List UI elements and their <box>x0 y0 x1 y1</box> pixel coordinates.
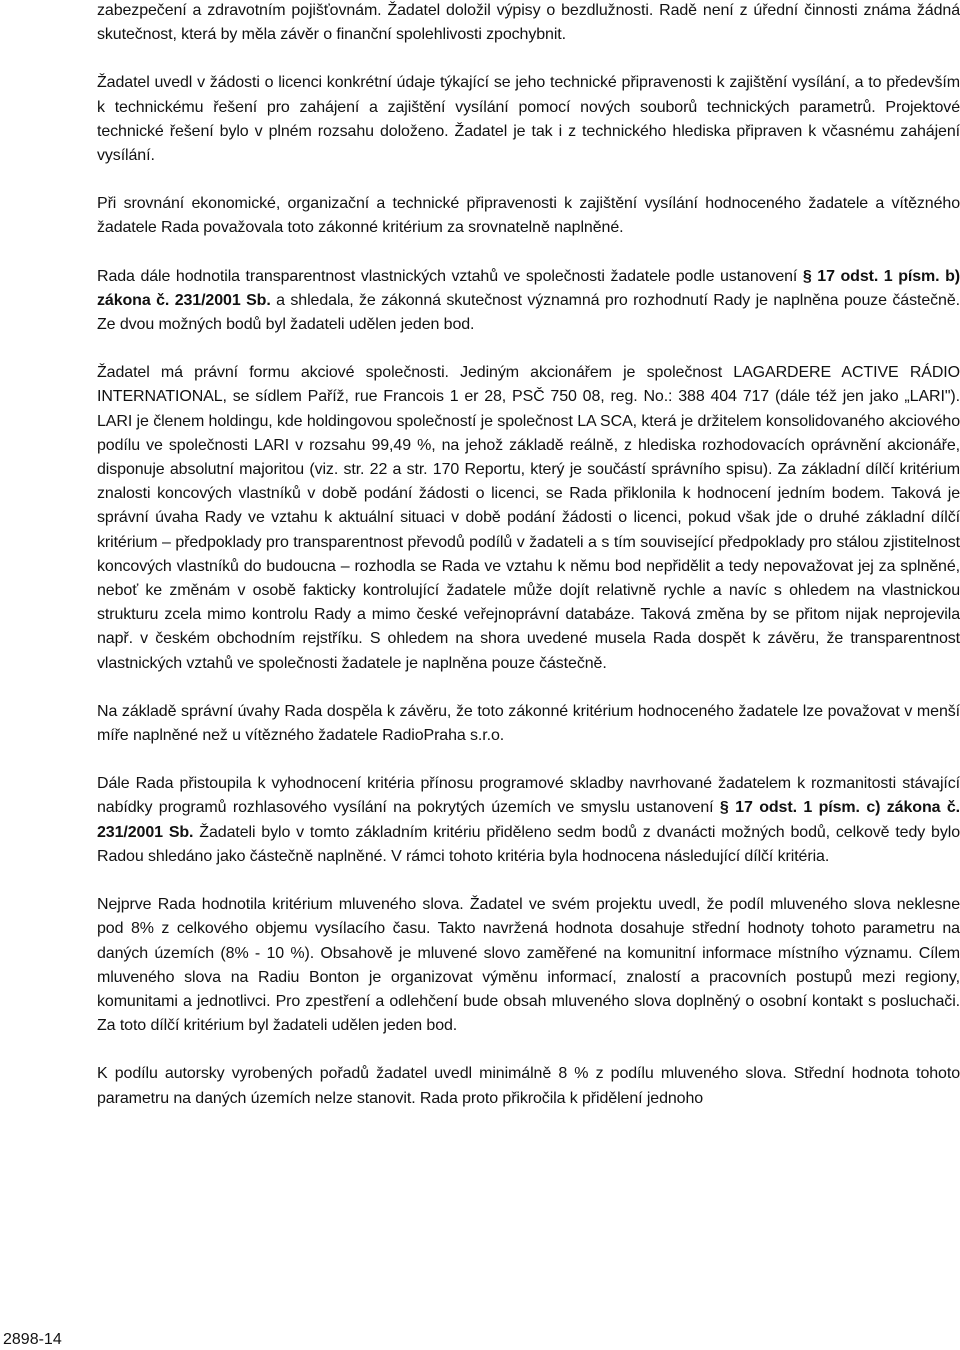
document-body <box>97 0 960 1111</box>
paragraph-text: Žadateli bylo v tomto základním kritériu přiděleno sedm bodů z dvanácti možných bodů, celkově tedy bylo Radou shledáno jako částečně naplněné. V rámci tohoto kritéria byla hodnocena následující dílčí kritéria. <box>97 823 960 865</box>
paragraph-technical-readiness: Žadatel uvedl v žádosti o licenci konkrétní údaje týkající se jeho technické připravenosti k zajištění vysílání, a to především k technickému řešení pro zahájení a zajištění vysílání pomocí nových souborů technických parametrů. Projektové technické řešení bylo v plném rozsahu doloženo. Žadatel je tak i z technického hlediska připraven k včasnému zahájení vysílání. <box>97 74 960 165</box>
paragraph-readiness-comparison: Při srovnání ekonomické, organizační a technické připravenosti k zajištění vysílání hodnoceného žadatele a vítězného žadatele Rada považovala toto zákonné kritérium za srovnatelně naplněné. <box>97 195 960 237</box>
paragraph-text: Rada dále hodnotila transparentnost vlastnických vztahů ve společnosti žadatele podle ustanovení <box>97 267 803 285</box>
paragraph-spoken-word: Nejprve Rada hodnotila kritérium mluveného slova. Žadatel ve svém projektu uvedl, že podíl mluveného slova neklesne pod 8% z celkového objemu vysílacího času. Takto navržená hodnota dosahuje střední hodnoty tohoto parametru na daných územích (8% - 10 %). Obsahově je mluvené slovo zaměřené na komunitní informace místního významu. Cílem mluveného slova na Radiu Bonton je organizovat výměnu informací, znalostí a pracovních postupů mezi regiony, komunitami a jednotlivci. Pro zpestření a odlehčení bude obsah mluveného slova doplněný o osobní kontakt s posluchači. Za toto dílčí kritérium byl žadateli udělen jeden bod. <box>97 896 960 1035</box>
paragraph-transparency-criterion <box>97 265 960 338</box>
paragraph-ownership-structure: Žadatel má právní formu akciové společnosti. Jediným akcionářem je společnost LAGARDERE ACTIVE RÁDIO INTERNATIONAL, se sídlem Paříž, rue Francois 1 er 28, PSČ 750 08, reg. No.: 388 404 717 (dále též jen jako „LARI"). LARI je členem holdingu, kde holdingovou společností je společnost LA SCA, která je držitelem konsolidovaného akciového podílu ve společnosti LARI v rozsahu 99,49 %, na jehož základě reálně, z hlediska rozhodovacích oprávnění akcionáře, disponuje absolutní majoritou (viz. str. 22 a str. 170 Reportu, který je součástí správního spisu). Za základní dílčí kritérium znalosti koncových vlastníků v době podání žádosti o licenci, se Rada přiklonila k hodnocení jedním bodem. Taková je správní úvaha Rady ve vztahu k aktuální situaci v době podání žádosti o licenci, pokud však jde o druhé základní dílčí kritérium – předpoklady pro transparentnost převodů podílů v žadateli a s tím související předpoklady pro stálou zjistitelnost koncových vlastníků do budoucna – rozhodla se Rada ve vztahu k němu bod nepřidělit a tedy nepovažovat jej za splněné, neboť ke změnám v osobě fakticky kontrolující žadatele může dojít relativně rychle a navíc s ohledem na vlastnickou strukturu zcela mimo kontrolu Rady a mimo české veřejnoprávní databáze. Taková změna by se přitom nijak neprojevila např. v českém obchodním rejstříku. S ohledem na shora uvedené musela Rada dospět k závěru, že transparentnost vlastnických vztahů ve společnosti žadatele je naplněna pouze částečně. <box>97 364 960 672</box>
paragraph-authored-programmes: K podílu autorsky vyrobených pořadů žadatel uvedl minimálně 8 % z podílu mluveného slova. Střední hodnota tohoto parametru na daných územích nelze stanovit. Rada proto přikročila k přidělení jednoho <box>97 1065 960 1107</box>
paragraph-text: a shledala, že zákonná skutečnost významná pro rozhodnutí Rady je naplněna pouze částečně. Ze dvou možných bodů byl žadateli udělen jeden bod. <box>97 291 960 334</box>
paragraph-transparency-conclusion: Na základě správní úvahy Rada dospěla k závěru, že toto zákonné kritérium hodnoceného žadatele lze považovat v menší míře naplněné než u vítězného žadatele RadioPraha s.r.o. <box>97 702 960 745</box>
law-reference-b: § 17 odst. 1 písm. b) zákona č. 231/2001 Sb. <box>97 267 960 309</box>
paragraph-programme-contribution <box>97 772 960 869</box>
paragraph-text: Dále Rada přistoupila k vyhodnocení kritéria přínosu programové skladby navrhované žadatelem k rozmanitosti stávající nabídky programů rozhlasového vysílání na pokrytých územích ve smyslu ustanovení <box>97 775 960 817</box>
document-number: 2898-14 <box>3 1331 62 1348</box>
law-reference-c: § 17 odst. 1 písm. c) zákona č. 231/2001 Sb. <box>97 799 960 841</box>
paragraph-financial-reliability: zabezpečení a zdravotním pojišťovnám. Žadatel doložil výpisy o bezdlužnosti. Radě není z úřední činnosti známa žádná skutečnost, která by měla závěr o finanční spolehlivosti zpochybnit. <box>97 2 960 44</box>
